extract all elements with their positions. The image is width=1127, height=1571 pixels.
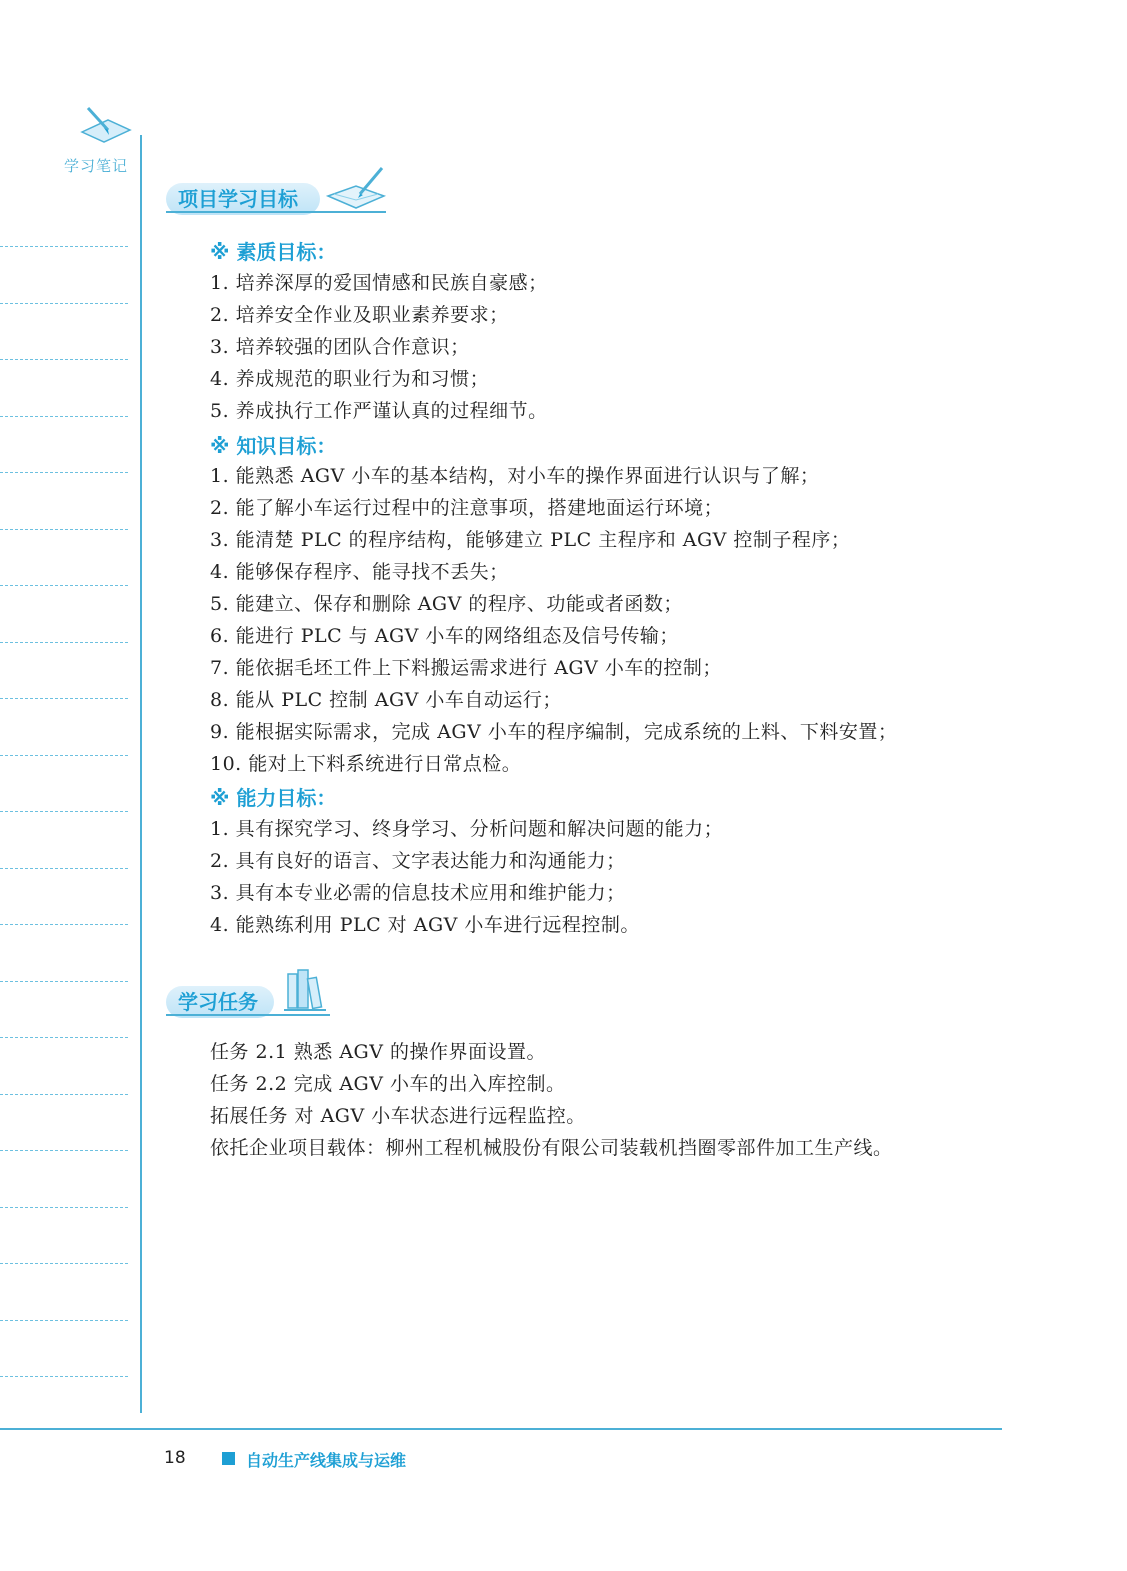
list-item: 3. 具有本专业必需的信息技术应用和维护能力； [210,882,626,904]
note-line [0,642,128,643]
list-item: 4. 能够保存程序、能寻找不丢失； [210,561,509,583]
note-line [0,698,128,699]
list-item: 1. 培养深厚的爱国情感和民族自豪感； [210,272,548,294]
notes-label: 学习笔记 [64,157,129,175]
note-line [0,1037,128,1038]
pen-book-icon [326,164,388,212]
list-item: 2. 培养安全作业及职业素养要求； [210,304,509,326]
note-line [0,1263,128,1264]
list-item: 10. 能对上下料系统进行日常点检。 [210,753,522,775]
pencil-notebook-icon [78,106,134,146]
books-icon [282,966,328,1016]
list-item: 2. 能了解小车运行过程中的注意事项，搭建地面运行环境； [210,497,724,519]
list-item: 6. 能进行 PLC 与 AGV 小车的网络组态及信号传输； [210,625,679,647]
list-item: 4. 养成规范的职业行为和习惯； [210,368,490,390]
list-item: 3. 培养较强的团队合作意识； [210,336,470,358]
note-line [0,303,128,304]
list-item: 7. 能依据毛坯工件上下料搬运需求进行 AGV 小车的控制； [210,657,722,679]
note-line [0,416,128,417]
task-item: 任务 2.1 熟悉 AGV 的操作界面设置。 [210,1041,546,1063]
note-line [0,811,128,812]
list-item: 2. 具有良好的语言、文字表达能力和沟通能力； [210,850,626,872]
margin-divider [140,135,142,1413]
note-line [0,1376,128,1377]
note-line [0,755,128,756]
footer-square-icon [222,1452,235,1465]
list-item: 4. 能熟练利用 PLC 对 AGV 小车进行远程控制。 [210,914,640,936]
page-number: 18 [164,1448,186,1468]
note-line [0,1150,128,1151]
note-line [0,1094,128,1095]
list-item: 8. 能从 PLC 控制 AGV 小车自动运行； [210,689,562,711]
note-line [0,246,128,247]
note-line [0,868,128,869]
task-item: 任务 2.2 完成 AGV 小车的出入库控制。 [210,1073,566,1095]
note-line [0,924,128,925]
task-item: 拓展任务 对 AGV 小车状态进行远程监控。 [210,1105,586,1127]
tasks-heading: 学习任务 [166,986,274,1018]
note-line [0,1207,128,1208]
objectives-heading: 项目学习目标 [166,183,320,215]
note-line [0,359,128,360]
footer-rule [0,1428,1002,1430]
note-line [0,529,128,530]
quality-goals-title: ※ 素质目标： [210,240,337,264]
knowledge-goals-title: ※ 知识目标： [210,434,337,458]
list-item: 5. 养成执行工作严谨认真的过程细节。 [210,400,548,422]
list-item: 1. 能熟悉 AGV 小车的基本结构，对小车的操作界面进行认识与了解； [210,465,820,487]
list-item: 9. 能根据实际需求，完成 AGV 小车的程序编制，完成系统的上料、下料安置； [210,721,898,743]
list-item: 1. 具有探究学习、终身学习、分析问题和解决问题的能力； [210,818,724,840]
list-item: 3. 能清楚 PLC 的程序结构，能够建立 PLC 主程序和 AGV 控制子程序； [210,529,851,551]
note-line [0,472,128,473]
book-title: 自动生产线集成与运维 [246,1451,407,1470]
list-item: 5. 能建立、保存和删除 AGV 的程序、功能或者函数； [210,593,683,615]
note-line [0,1320,128,1321]
note-line [0,585,128,586]
task-item: 依托企业项目载体：柳州工程机械股份有限公司装载机挡圈零部件加工生产线。 [210,1137,893,1159]
note-line [0,981,128,982]
ability-goals-title: ※ 能力目标： [210,786,337,810]
